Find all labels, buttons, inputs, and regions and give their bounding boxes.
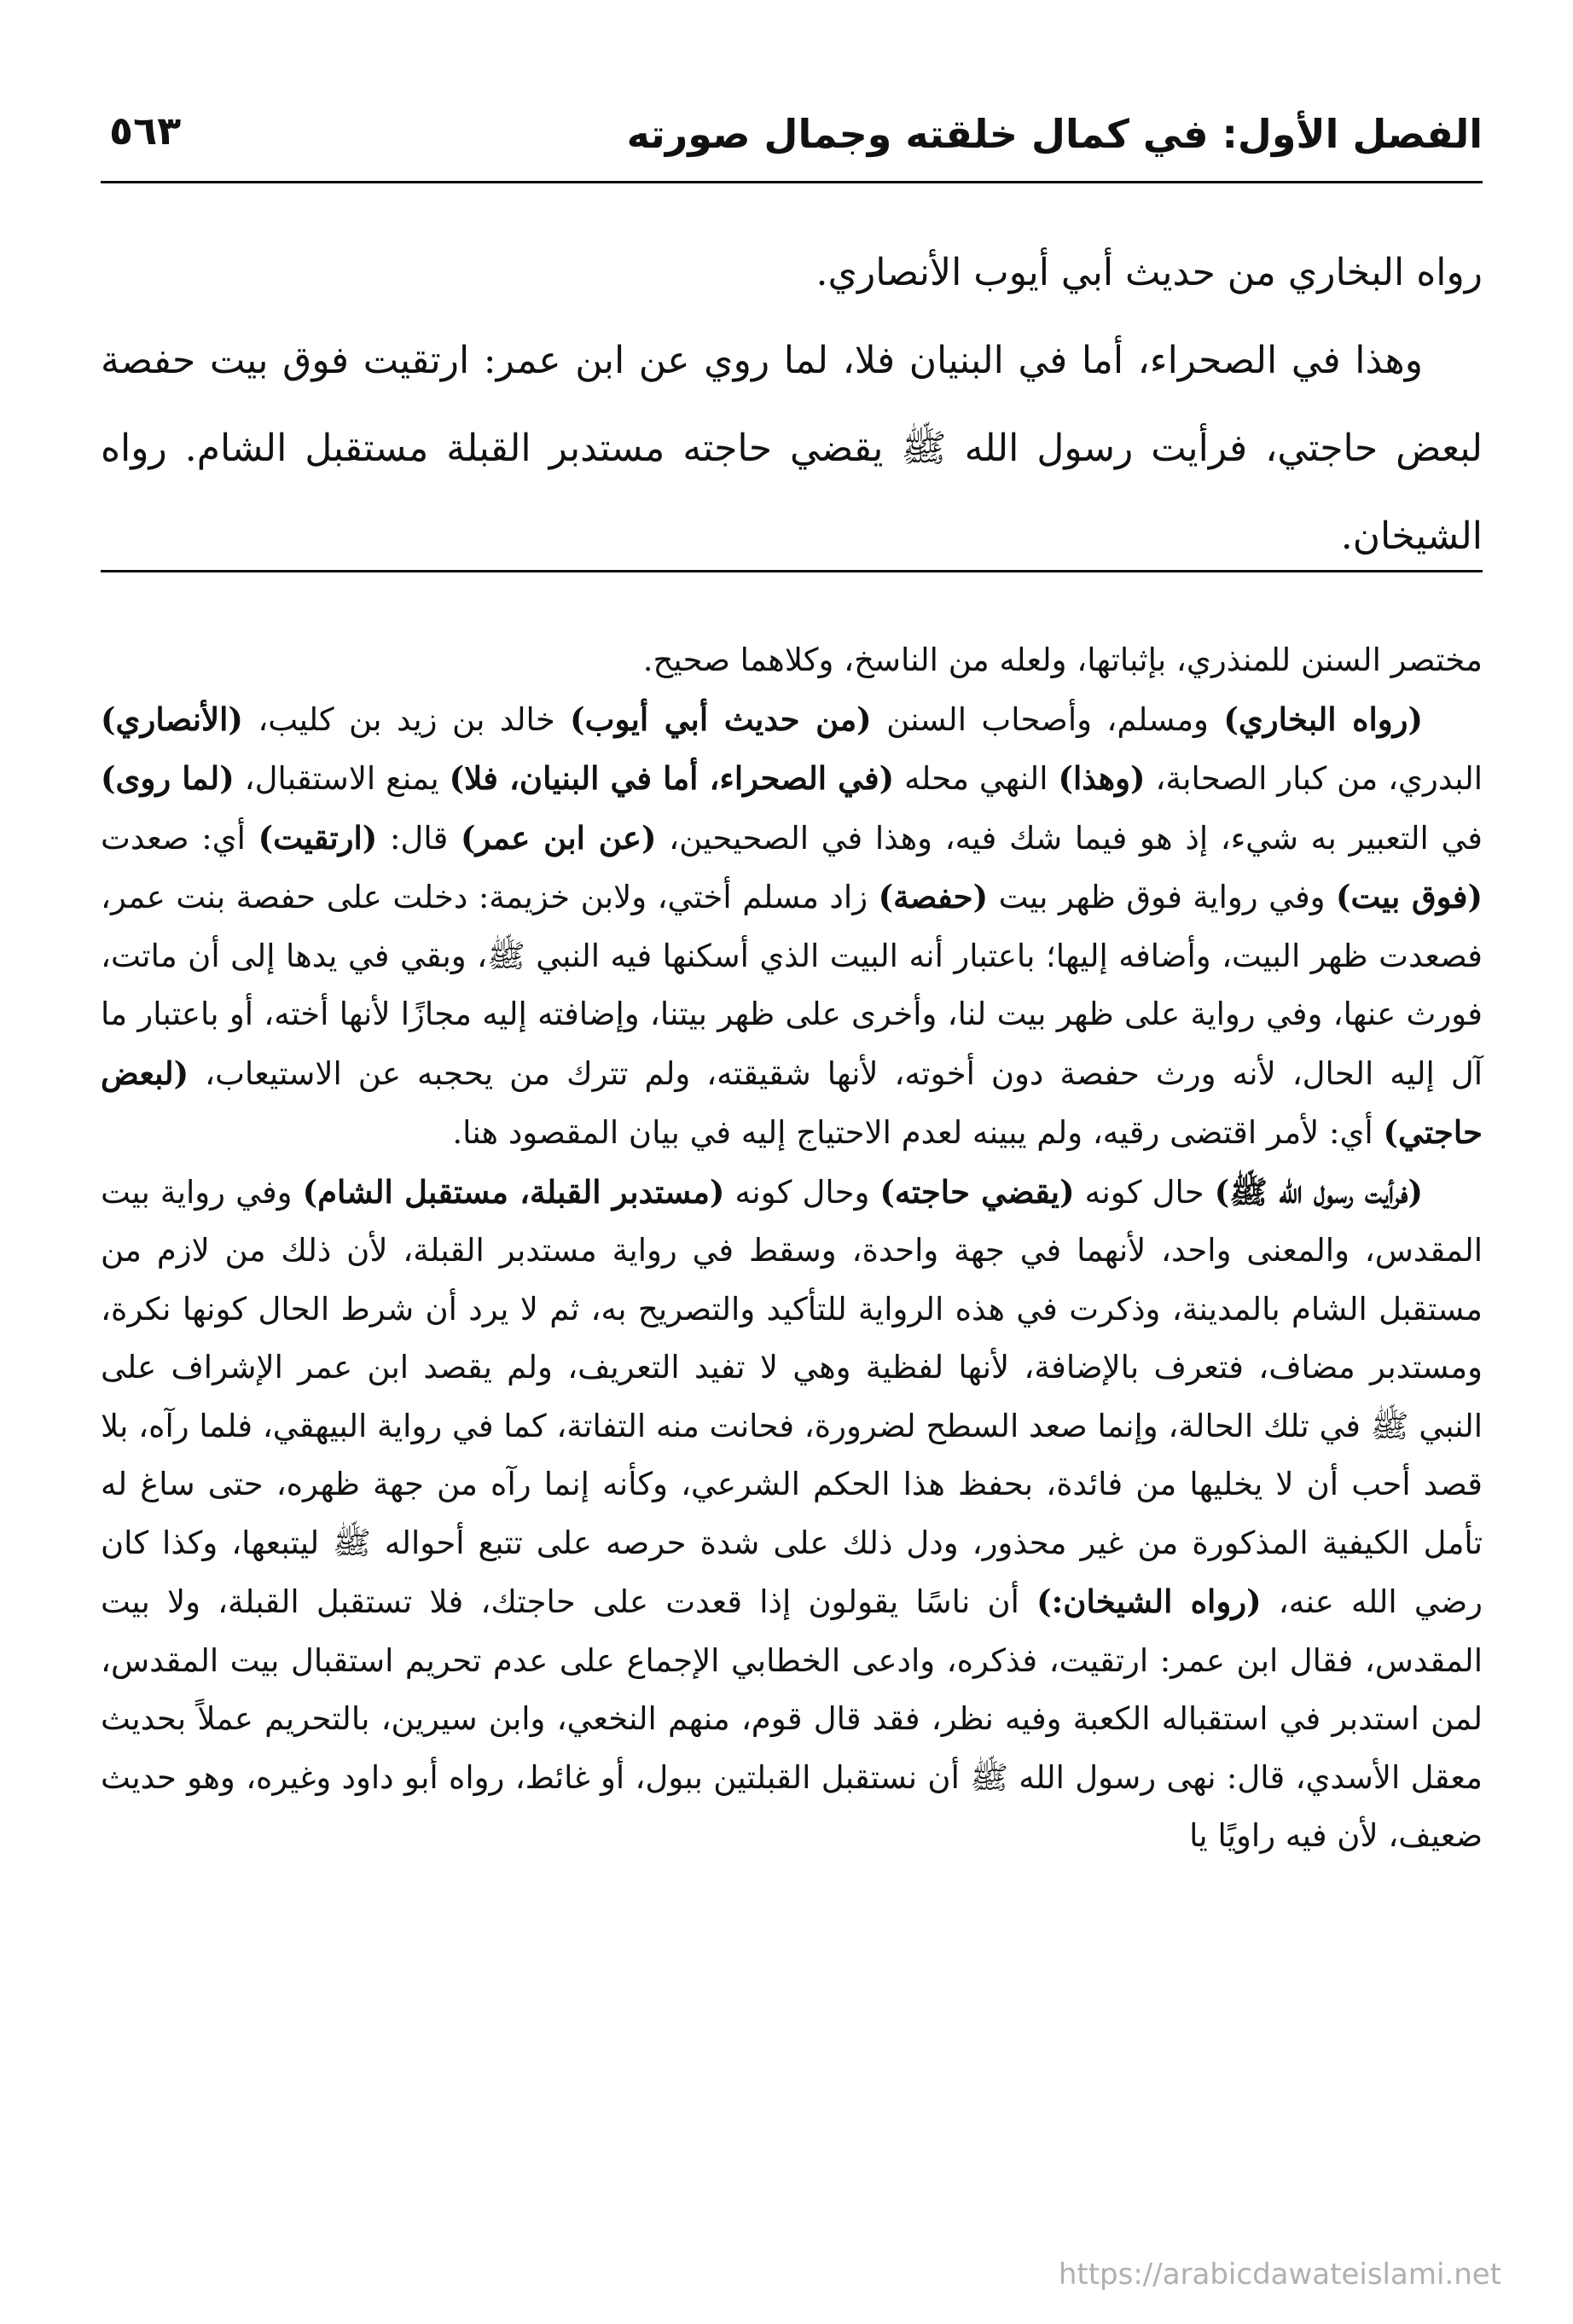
quoted-phrase: (في الصحراء، أما في البنيان، فلا) xyxy=(449,759,895,797)
quoted-phrase: (حفصة) xyxy=(878,878,989,915)
commentary-paragraph-3 xyxy=(101,1163,1483,1866)
commentary-run: أي: صعدت xyxy=(101,819,258,857)
quoted-phrase: (الأنصاري) xyxy=(101,700,243,738)
commentary-paragraph-1: مختصر السنن للمنذري، بإثباتها، ولعله من الناسخ، وكلاهما صحيح. xyxy=(642,642,1483,678)
quoted-phrase: (من حديث أبي أيوب) xyxy=(570,700,872,738)
chapter-title: الفصل الأول: في كمال خلقته وجمال صورته xyxy=(626,111,1483,157)
main-text xyxy=(101,229,1483,580)
commentary-run: أي: لأمر اقتضى رقيه، ولم يبينه لعدم الاحتياج إليه في بيان المقصود هنا. xyxy=(452,1114,1384,1151)
page-number: ٥٦٣ xyxy=(109,107,182,154)
commentary-run: يمنع الاستقبال، xyxy=(234,760,450,797)
commentary-run: قال: xyxy=(377,819,461,857)
quoted-phrase: (عن ابن عمر) xyxy=(460,818,657,857)
quoted-phrase: (يقضي حاجته) xyxy=(879,1172,1075,1211)
quoted-phrase: (فرأيت رسول الله ﷺ) xyxy=(1214,1172,1423,1211)
page-header xyxy=(101,101,1483,177)
commentary-paragraph-2 xyxy=(101,690,1483,1163)
quoted-phrase: (رواه البخاري) xyxy=(1223,700,1424,738)
commentary-run: خالد بن زيد بن كليب، xyxy=(242,700,571,738)
commentary-run: حال كونه xyxy=(1074,1173,1215,1211)
commentary-text xyxy=(101,631,1483,1866)
main-paragraph-1: رواه البخاري من حديث أبي أيوب الأنصاري. xyxy=(816,251,1483,294)
quoted-phrase: (فوق بيت) xyxy=(1336,878,1483,915)
quoted-phrase: (مستدبر القبلة، مستقبل الشام) xyxy=(302,1172,725,1211)
commentary-run: وفي رواية فوق ظهر بيت xyxy=(988,879,1337,915)
main-paragraph-2: وهذا في الصحراء، أما في البنيان فلا، لما روي عن ابن عمر: ارتقيت فوق بيت حفصة لبعض حاجتي، فرأيت رسول الله ﷺ يقضي حاجته مستدبر القبلة مستقبل الشام. رواه الشيخان. xyxy=(101,339,1483,558)
commentary-run: البدري، من كبار الصحابة، xyxy=(1145,760,1483,797)
quoted-phrase: (رواه الشيخان:) xyxy=(1036,1583,1262,1620)
commentary-run: النهي محله xyxy=(894,760,1059,797)
watermark-url: https://arabicdawateislami.net xyxy=(1058,2257,1501,2292)
commentary-run: وحال كونه xyxy=(724,1173,880,1211)
commentary-run: في التعبير به شيء، إذ هو فيما شك فيه، وهذا في الصحيحين، xyxy=(656,819,1483,857)
commentary-run: وفي رواية بيت المقدس، والمعنى واحد، لأنهما في جهة واحدة، وسقط في رواية مستدبر القبلة، لأن ذلك من لازم من مستقبل الشام بالمدينة، وذكرت في هذه الرواية للتأكيد والتصريح به، ثم لا يرد أن شرط الحال كونها نكرة، ومستدبر مضاف، فتعرف بالإضافة، لأنها لفظية وهي لا تفيد التعريف، ولم يقصد ابن عمر الإشراف على النبي ﷺ في تلك الحالة، وإنما صعد السطح لضرورة، فحانت منه التفاتة، كما في رواية البيهقي، فلما رآه، بلا قصد أحب أن لا يخليها من فائدة، بحفظ هذا الحكم الشرعي، وكأنه إنما رآه من جهة ظهره، حتى ساغ له تأمل الكيفية المذكورة من غير محذور، ودل ذلك على شدة حرصه على تتبع أحواله ﷺ ليتبعها، وكذا كان رضي الله عنه، xyxy=(101,1173,1483,1620)
commentary-divider xyxy=(101,570,1483,572)
commentary-run: زاد مسلم أختي، ولابن خزيمة: دخلت على حفصة بنت عمر، فصعدت ظهر البيت، وأضافه إليها؛ باعتبار أنه البيت الذي أسكنها فيه النبي ﷺ، وبقي في يدها إلى أن ماتت، فورث عنها، وفي رواية على ظهر بيت لنا، وأخرى على ظهر بيتنا، وإضافته إليه مجازًا لأنها أخته، أو باعتبار ما آل إليه الحال، لأنه ورث حفصة دون أخوته، لأنها شقيقته، ولم تترك من يحجبه عن الاستيعاب، xyxy=(101,879,1483,1092)
quoted-phrase: (لما روى) xyxy=(101,759,235,797)
commentary-run: أن ناسًا يقولون إذا قعدت على حاجتك، فلا تستقبل القبلة، ولا بيت المقدس، فقال ابن عمر: ارتقيت، فذكره، وادعى الخطابي الإجماع على عدم تحريم استقبال بيت المقدس، لمن استدبر في استقباله الكعبة وفيه نظر، فقد قال قوم، منهم النخعي، وابن سيرين، بالتحريم عملاً بحديث معقل الأسدي، قال: نهى رسول الله ﷺ أن نستقبل القبلتين ببول، أو غائط، رواه أبو داود وغيره، وهو حديث ضعيف، لأن فيه راويًا يا xyxy=(101,1583,1483,1854)
quoted-phrase: (ارتقيت) xyxy=(258,818,378,857)
quoted-phrase: (وهذا) xyxy=(1058,759,1146,797)
quoted-phrase: (لبعض حاجتي) xyxy=(101,1054,1483,1151)
header-divider xyxy=(101,181,1483,183)
commentary-run: ومسلم، وأصحاب السنن xyxy=(871,700,1224,738)
